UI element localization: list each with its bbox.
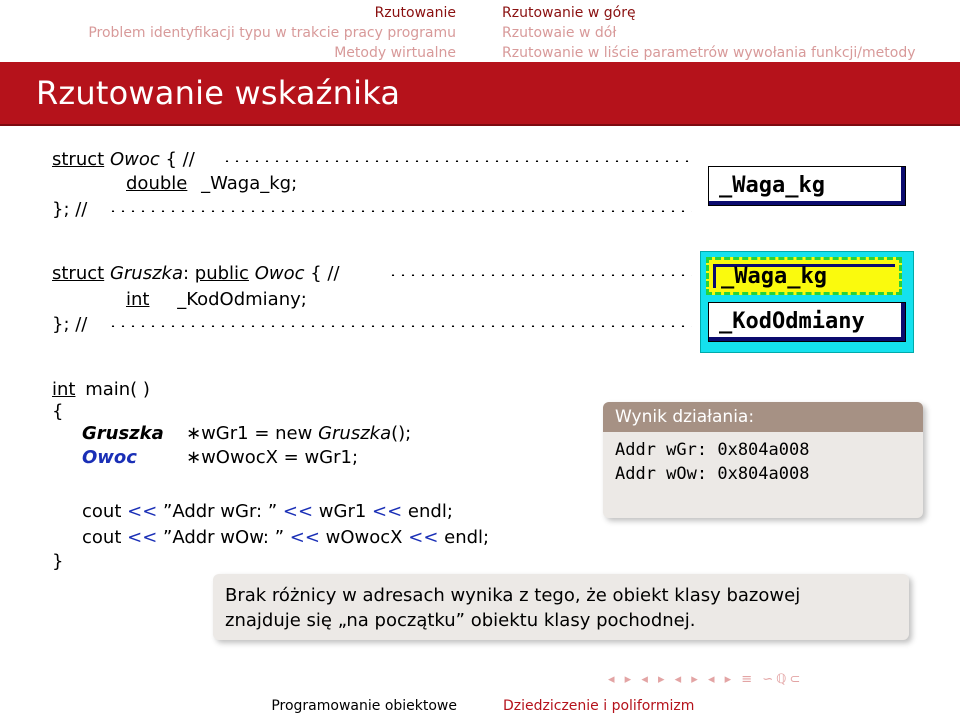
field-waga-kg: _Waga_kg; — [201, 173, 298, 194]
operator-shift: << — [372, 501, 403, 522]
code-brace-comment: { // — [304, 263, 340, 284]
operator-shift: << — [408, 527, 439, 548]
code-text: endl; — [402, 501, 453, 522]
memory-box-gruszka-base — [706, 257, 902, 295]
code-close-brace: }; // — [52, 199, 88, 220]
code-owoc-line2 — [126, 172, 297, 196]
memory-field-label: _KodOdmiany — [719, 309, 865, 334]
ctor-gruszka: Gruszka — [318, 423, 392, 444]
result-title: Wynik działania: — [603, 402, 923, 432]
code-colon: : — [182, 263, 190, 284]
code-string: ”Addr wOw: ” — [157, 527, 290, 548]
code-main-line6 — [82, 526, 489, 550]
memory-field-label: _Waga_kg — [721, 264, 827, 289]
code-close-brace: } — [52, 551, 64, 572]
class-name-gruszka: Gruszka — [109, 263, 183, 284]
footer-course: Programowanie obiektowe — [271, 698, 457, 714]
keyword-int: int — [52, 379, 76, 400]
operator-shift: << — [127, 501, 158, 522]
code-text: cout — [82, 501, 128, 522]
operator-shift: << — [127, 527, 158, 548]
dotted-leader — [108, 210, 692, 212]
keyword-int: int — [126, 289, 150, 310]
nav-link-rzutowanie-w-gore[interactable]: Rzutowanie w górę — [502, 5, 636, 21]
output-line: Addr wGr: 0x804a008 — [615, 440, 810, 460]
memory-field-label: _Waga_kg — [719, 173, 825, 198]
type-gruszka: Gruszka — [82, 423, 164, 444]
nav-left-column — [88, 3, 456, 63]
code-gruszka-line1 — [52, 262, 340, 286]
keyword-double: double — [126, 173, 188, 194]
class-name-owoc: Owoc — [109, 149, 160, 170]
nav-link-metody-wirtualne[interactable]: Metody wirtualne — [334, 45, 456, 61]
code-text: wOwocX — [319, 527, 409, 548]
nav-link-identyfikacja[interactable]: Problem identyfikacji typu w trakcie pracy programu — [88, 25, 456, 41]
nav-right-column — [502, 3, 916, 63]
keyword-struct: struct — [52, 149, 105, 170]
code-brace-comment: { // — [159, 149, 195, 170]
main-signature: main( ) — [85, 379, 150, 400]
code-text: ∗wGr1 = new — [186, 423, 319, 444]
code-open-brace: { — [52, 401, 64, 422]
code-text: endl; — [438, 527, 490, 548]
section-navigation — [0, 0, 960, 62]
memory-box-gruszka-kod — [708, 302, 906, 342]
code-text: cout — [82, 527, 128, 548]
memory-box-owoc-waga — [708, 166, 906, 206]
code-gruszka-line2 — [126, 288, 307, 312]
code-gruszka-line3 — [52, 313, 87, 337]
code-owoc-line1 — [52, 148, 195, 172]
class-name-owoc: Owoc — [254, 263, 305, 284]
result-block — [603, 402, 923, 518]
code-close-brace: }; // — [52, 314, 88, 335]
keyword-struct: struct — [52, 263, 105, 284]
result-output — [603, 432, 923, 492]
footer-topic: Dziedziczenie i poliformizm — [503, 698, 695, 714]
slide-title: Rzutowanie wskaźnika — [36, 74, 401, 112]
operator-shift: << — [289, 527, 320, 548]
code-owoc-line3 — [52, 198, 87, 222]
note-line: Brak różnicy w adresach wynika z tego, że obiekt klasy bazowej — [225, 585, 801, 606]
field-kod-odmiany: _KodOdmiany; — [177, 289, 307, 310]
dotted-leader — [222, 160, 692, 162]
nav-link-rzutowanie[interactable]: Rzutowanie — [374, 5, 456, 21]
note-line: znajduje się „na początku” obiektu klasy pochodnej. — [225, 610, 696, 631]
nav-link-rzutowanie-parametry[interactable]: Rzutowanie w liście parametrów wywołania funkcji/metody — [502, 45, 916, 61]
output-line: Addr wOw: 0x804a008 — [615, 464, 810, 484]
code-main-open — [52, 400, 63, 424]
code-text: wGr1 — [313, 501, 373, 522]
code-string: ”Addr wGr: ” — [157, 501, 283, 522]
code-main-close — [52, 550, 63, 574]
footer — [0, 690, 960, 720]
code-main-line3 — [82, 422, 411, 446]
operator-shift: << — [282, 501, 314, 522]
dotted-leader — [388, 274, 692, 276]
code-main-line5 — [82, 500, 453, 524]
explanation-note — [213, 574, 909, 640]
beamer-navigation-icons[interactable]: ◂ ▸ ◂ ▸ ◂ ▸ ◂ ▸ ≡ ∽ℚ⊂ — [608, 672, 804, 687]
code-text: (); — [391, 423, 412, 444]
dotted-leader — [108, 325, 692, 327]
nav-link-rzutowanie-w-dol[interactable]: Rzutowaie w dół — [502, 25, 617, 41]
type-owoc: Owoc — [82, 447, 137, 468]
code-main-line1 — [52, 378, 150, 402]
code-main-line4 — [82, 446, 358, 470]
title-bar — [0, 62, 960, 124]
keyword-public: public — [194, 263, 249, 284]
code-text: ∗wOwocX = wGr1; — [186, 447, 359, 468]
